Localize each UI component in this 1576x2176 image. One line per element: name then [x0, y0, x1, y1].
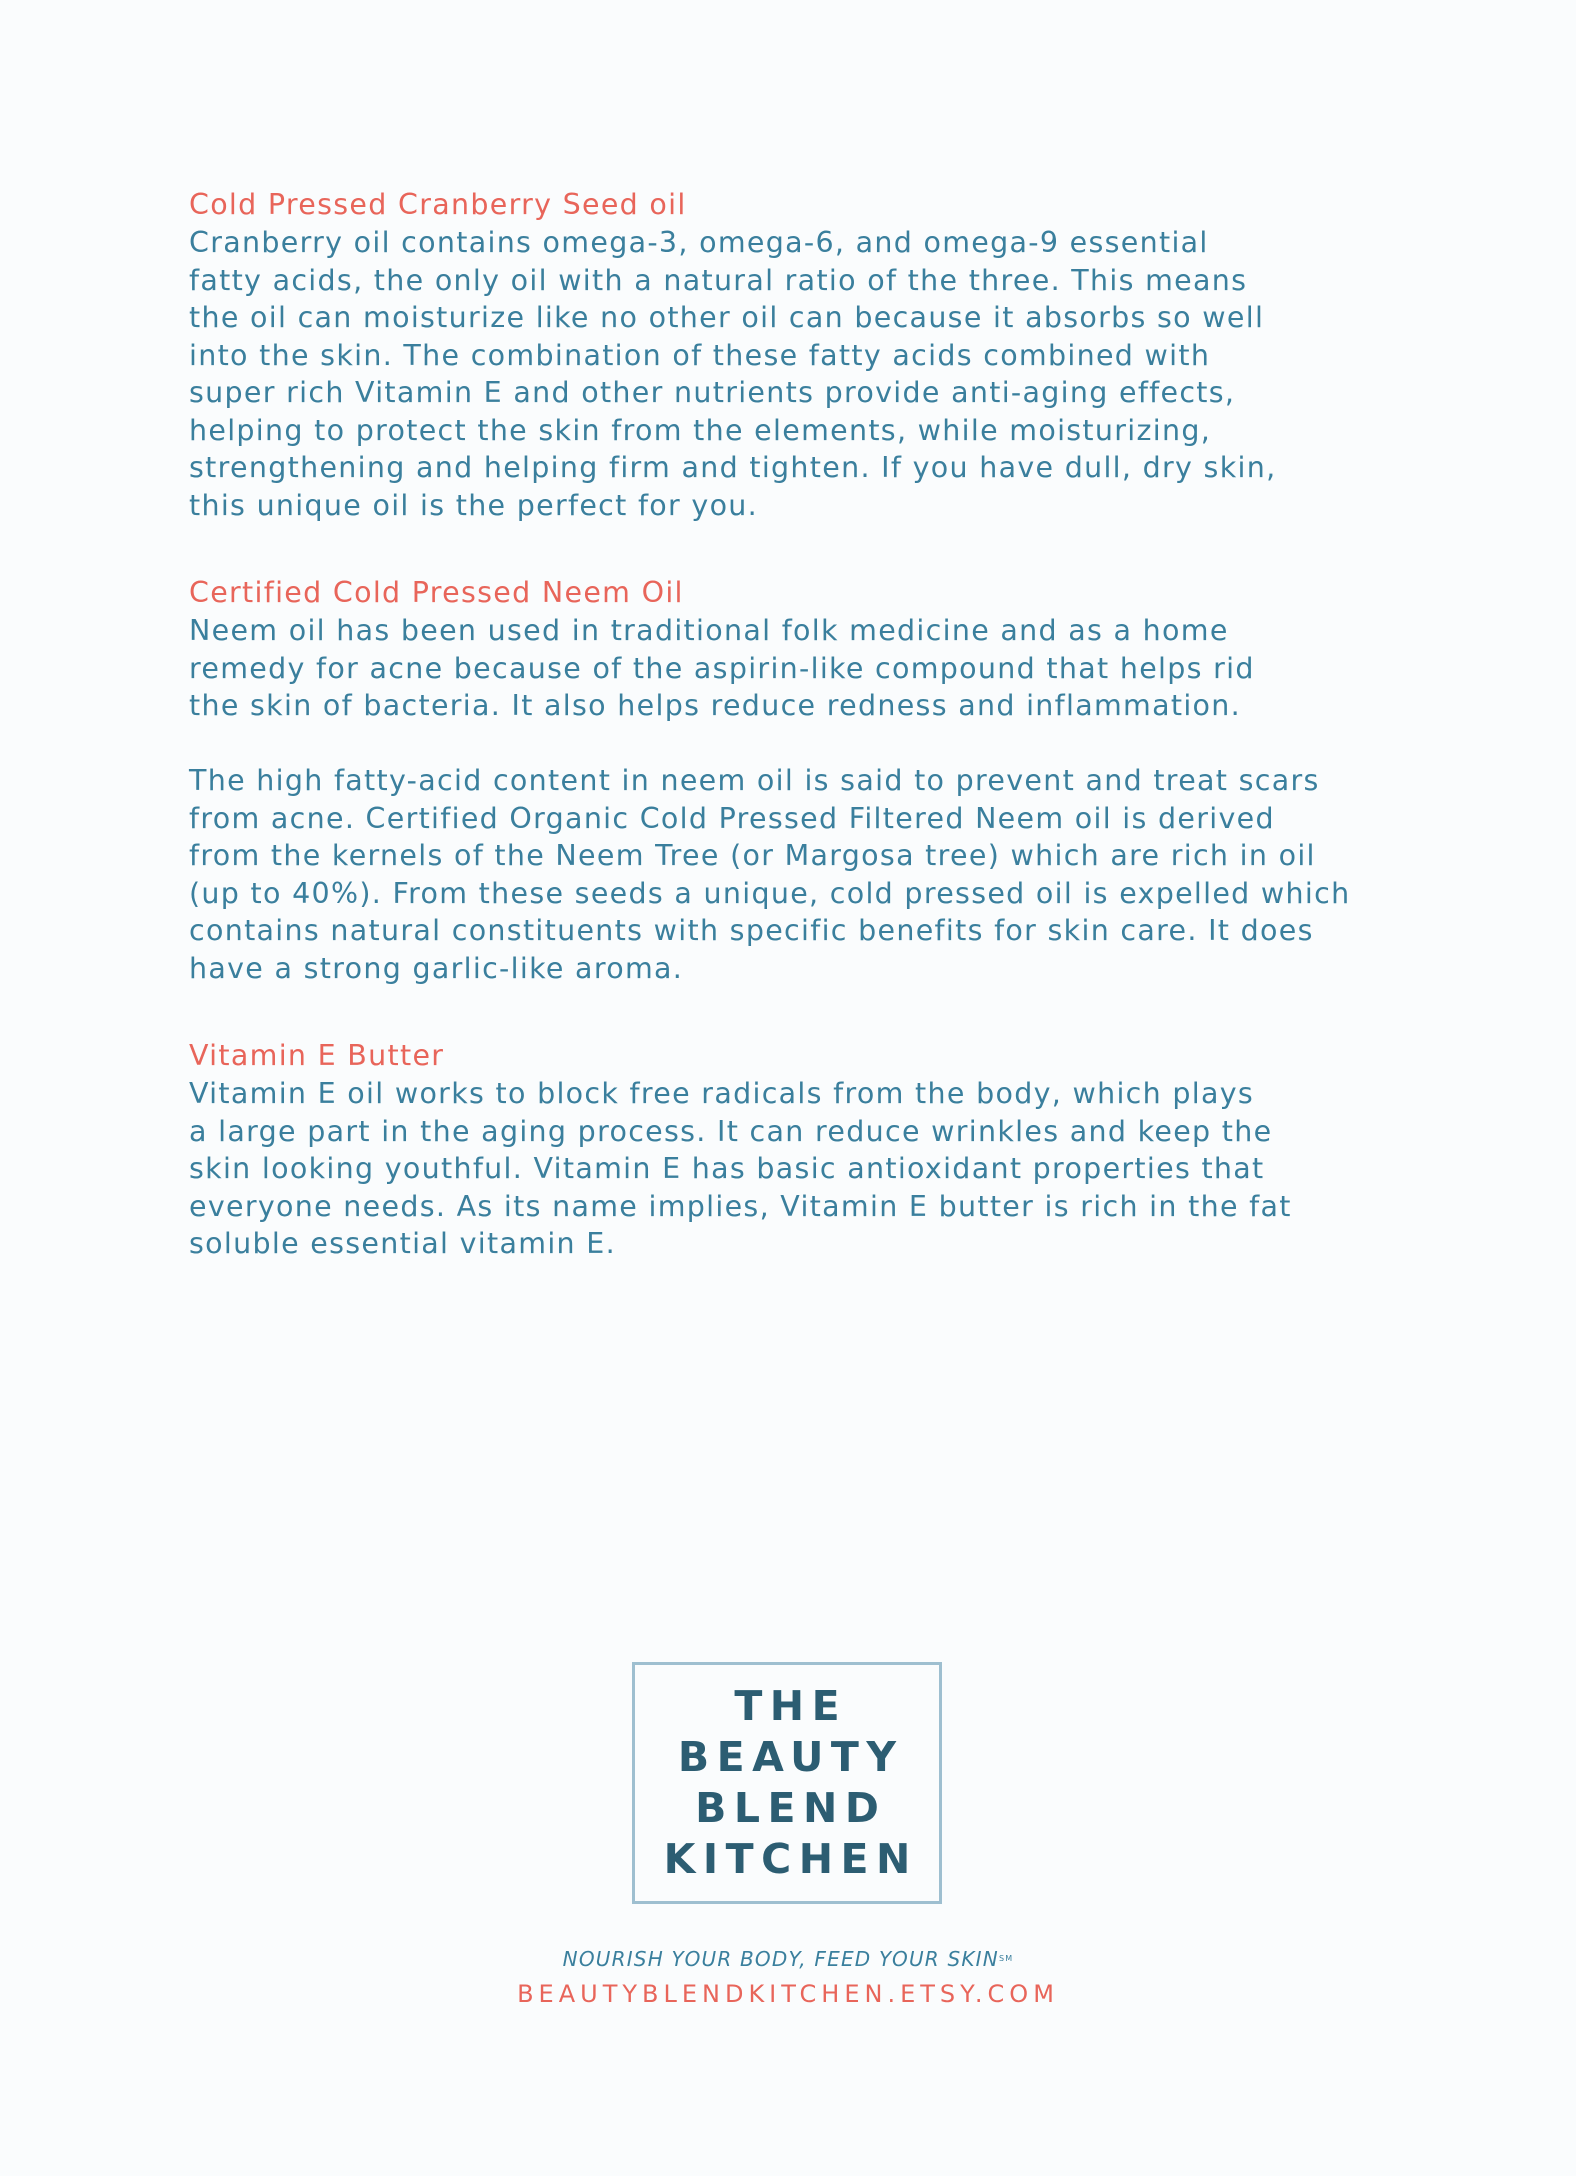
tagline-text: NOURISH YOUR BODY, FEED YOUR SKIN: [562, 1947, 999, 1971]
logo-line: BLEND: [695, 1784, 887, 1832]
service-mark: SM: [998, 1954, 1014, 1963]
logo-line: KITCHEN: [663, 1835, 918, 1883]
text-line: the skin of bacteria. It also helps reduce redness and inflammation.: [189, 689, 1242, 722]
text-line: contains natural constituents with specific benefits for skin care. It does: [189, 914, 1314, 947]
text-line: into the skin. The combination of these fatty acids combined with: [189, 338, 1211, 372]
text-line: from acne. Certified Organic Cold Pressed Filtered Neem oil is derived: [189, 801, 1275, 835]
section-heading: Cold Pressed Cranberry Seed oil: [189, 188, 687, 221]
section-heading: Vitamin E Butter: [189, 1039, 445, 1072]
text-line: everyone needs. As its name implies, Vitamin E butter is rich in the fat: [189, 1189, 1292, 1223]
section-heading: Certified Cold Pressed Neem Oil: [189, 576, 684, 609]
logo-line: THE: [734, 1682, 848, 1730]
text-line: from the kernels of the Neem Tree (or Margosa tree) which are rich in oil: [189, 839, 1316, 872]
document-body: [189, 186, 1449, 1313]
section-paragraph: [189, 1075, 1449, 1263]
text-line: The high fatty-acid content in neem oil is said to prevent and treat scars: [189, 764, 1320, 797]
section-paragraph: [189, 224, 1449, 524]
section-cranberry-seed-oil: [189, 186, 1449, 524]
text-line: the oil can moisturize like no other oil can because it absorbs so well: [189, 301, 1265, 334]
text-line: strengthening and helping firm and tighten. If you have dull, dry skin,: [189, 451, 1277, 484]
text-line: have a strong garlic-like aroma.: [189, 951, 684, 985]
brand-logo: [632, 1662, 942, 1904]
text-line: Cranberry oil contains omega-3, omega-6, and omega-9 essential: [189, 226, 1209, 259]
text-line: fatty acids, the only oil with a natural ratio of the three. This means: [189, 263, 1248, 297]
section-paragraph: [189, 612, 1449, 725]
text-line: remedy for acne because of the aspirin-like compound that helps rid: [189, 651, 1255, 685]
text-line: this unique oil is the perfect for you.: [189, 488, 759, 522]
text-line: super rich Vitamin E and other nutrients provide anti-aging effects,: [189, 376, 1236, 409]
website-link[interactable]: BEAUTYBLENDKITCHEN.ETSY.COM: [517, 1980, 1059, 2008]
text-line: a large part in the aging process. It can reduce wrinkles and keep the: [189, 1114, 1273, 1148]
text-line: soluble essential vitamin E.: [189, 1227, 616, 1260]
logo-line: BEAUTY: [677, 1733, 904, 1781]
text-line: (up to 40%). From these seeds a unique, cold pressed oil is expelled which: [189, 876, 1351, 910]
brand-tagline: [0, 1946, 1576, 1972]
text-line: Vitamin E oil works to block free radicals from the body, which plays: [189, 1077, 1255, 1110]
text-line: skin looking youthful. Vitamin E has basic antioxidant properties that: [189, 1152, 1265, 1185]
section-paragraph: [189, 762, 1449, 987]
section-neem-oil: [189, 574, 1449, 987]
section-vitamin-e-butter: [189, 1037, 1449, 1263]
text-line: Neem oil has been used in traditional folk medicine and as a home: [189, 614, 1229, 647]
text-line: helping to protect the skin from the elements, while moisturizing,: [189, 413, 1212, 447]
